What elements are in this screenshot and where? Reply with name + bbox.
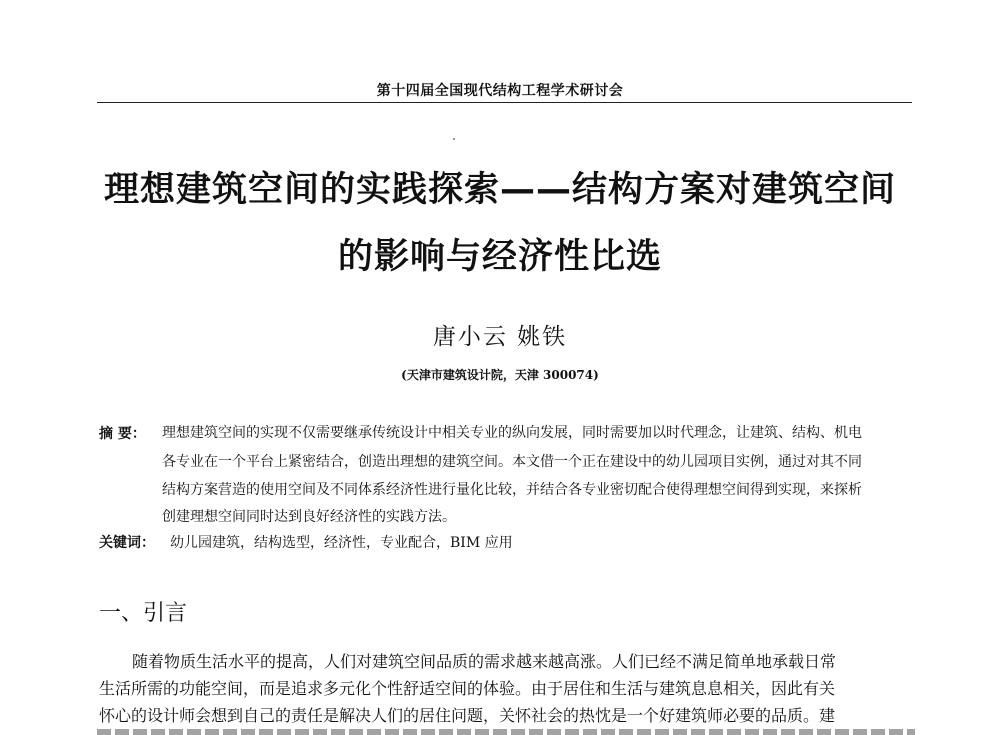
header-rule (97, 102, 912, 103)
keywords-label: 关键词： (99, 535, 155, 551)
authors: 唐小云 姚铁 (432, 324, 568, 350)
section-heading: 一、引言 (99, 601, 188, 626)
body-text-line: 生活所需的功能空间，而是追求多元化个性舒适空间的体验。由于居住和生活与建筑息息相关，因此有关 (99, 679, 836, 698)
abstract-line: 理想建筑空间的实现不仅需要继承传统设计中相关专业的纵向发展，同时需要加以时代理念，让建筑、结构、机电 (162, 425, 862, 441)
cut-off-text-line (97, 729, 915, 735)
paper-title-line-2: 的影响与经济性比选 (337, 237, 662, 277)
abstract-line: 创建理想空间同时达到良好经济性的实践方法。 (162, 509, 456, 525)
paper-title-line-1: 理想建筑空间的实践探索——结构方案对建筑空间 (103, 170, 896, 210)
abstract-line: 结构方案营造的使用空间及不同体系经济性进行量化比较，并结合各专业密切配合使得理想空间得到实现，来探析 (162, 482, 862, 498)
running-header: 第十四届全国现代结构工程学术研讨会 (376, 83, 624, 99)
abstract-label: 摘 要： (99, 426, 146, 442)
scan-speck (453, 138, 455, 140)
body-text-line: 怀心的设计师会想到自己的责任是解决人们的居住问题，关怀社会的热忱是一个好建筑师必要的品质。建 (99, 706, 836, 725)
abstract-line: 各专业在一个平台上紧密结合，创造出理想的建筑空间。本文借一个正在建设中的幼儿园项目实例，通过对其不同 (162, 454, 862, 470)
body-text-line: 随着物质生活水平的提高，人们对建筑空间品质的需求越来越高涨。人们已经不满足简单地承载日常 (132, 652, 837, 671)
keywords-text: 幼儿园建筑，结构选型，经济性，专业配合，BIM 应用 (170, 535, 513, 551)
affiliation: (天津市建筑设计院，天津 300074) (401, 368, 599, 382)
